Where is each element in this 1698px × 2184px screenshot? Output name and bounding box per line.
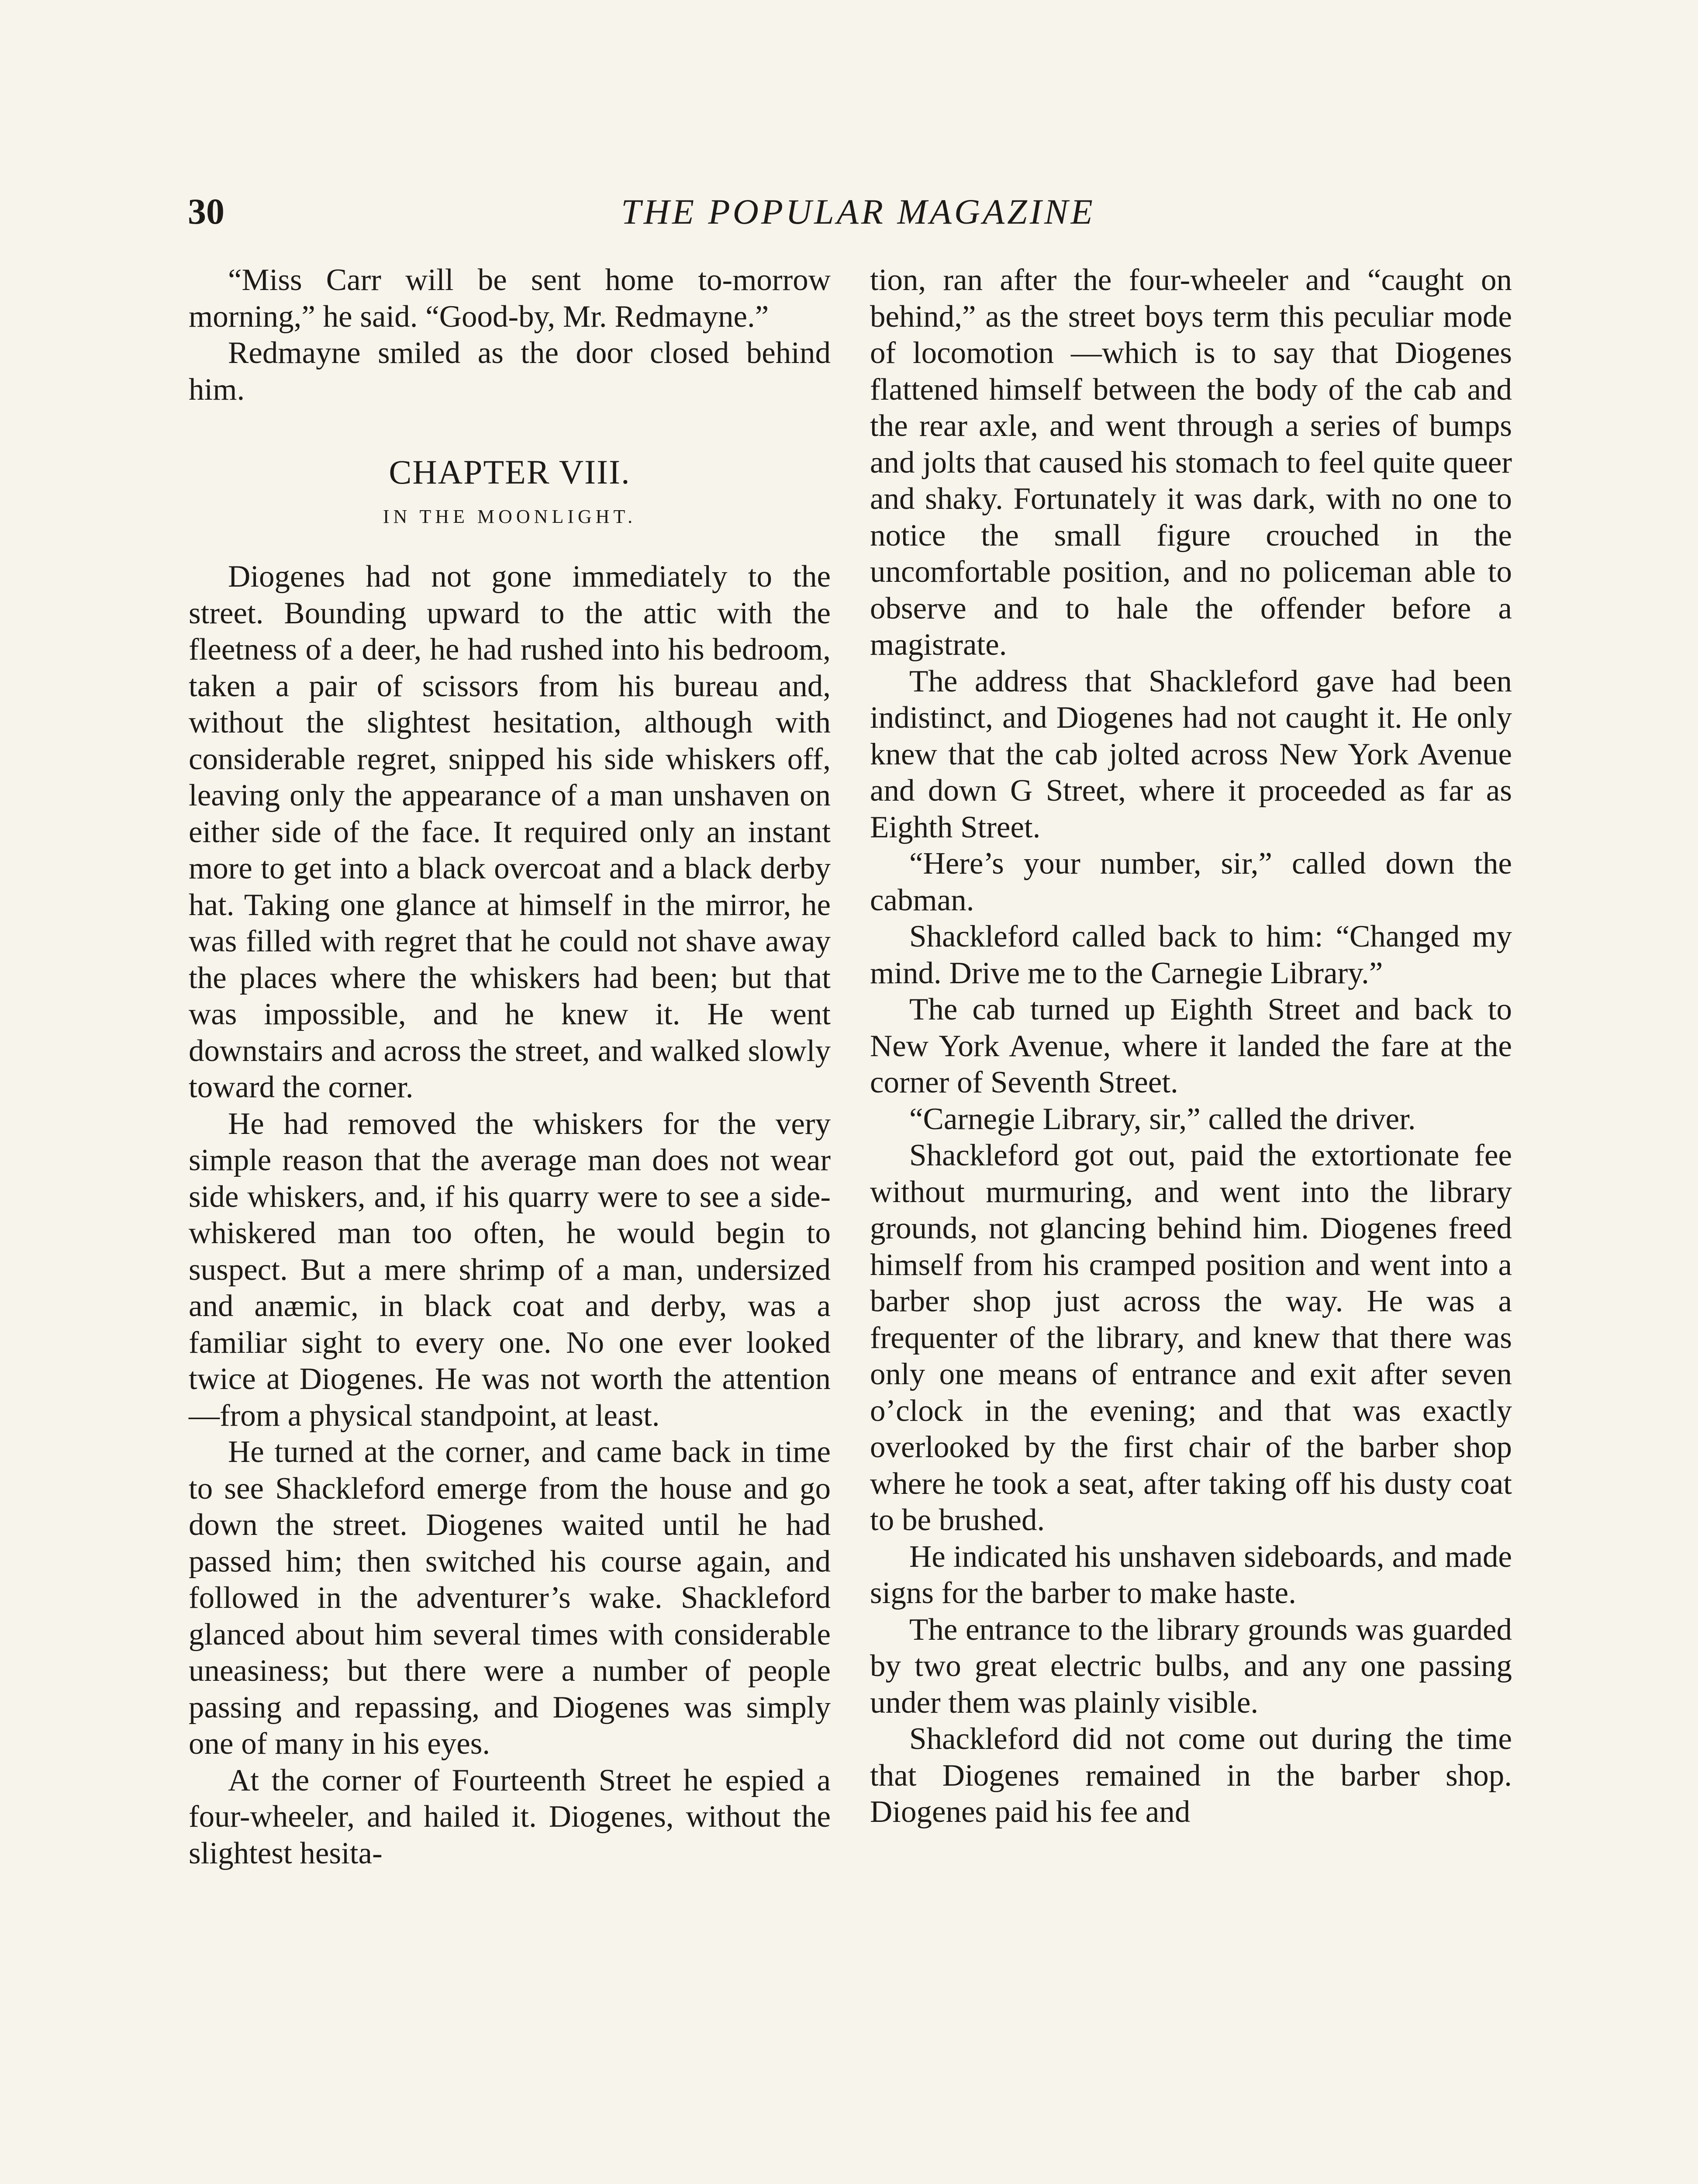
paragraph: “Carnegie Library, sir,” called the driver. [909,1102,1416,1136]
magazine-title: THE POPULAR MAGAZINE [621,192,1095,232]
paragraph: Diogenes had not gone immediately to the street. Bounding upward to the attic with the fleetness of a deer, he had rushed into his bedroom, taken a pair of scissors from his bureau and, without the slightest hesitation, although with considerable regret, snipped his side whiskers off, leaving only the appearance of a man unshaven on either side of the face. It required only an instant more to get into a black overcoat and a black derby hat. Taking one glance at himself in the mirror, he was filled with regret that he could not shave away the places where the whiskers had been; but that was impossible, and he knew it. He went downstairs and across the street, and walked slowly toward the corner. [189,560,831,1104]
paragraph: Shackleford did not come out during the time that Diogenes remained in the barber shop. Diogenes paid his fee and [870,1722,1512,1829]
paragraph: The cab turned up Eighth Street and back to New York Avenue, where it landed the fare at the corner of Seventh Street. [870,992,1512,1099]
paragraph: He turned at the corner, and came back in time to see Shackleford emerge from the house and go down the street. Diogenes waited until he had passed him; then switched his course again, and followed in the adventurer’s wake. Shackleford glanced about him several times with considerable uneasiness; but there were a number of people passing and repassing, and Diogenes was simply one of many in his eyes. [189,1435,831,1761]
paragraph: “Here’s your number, sir,” called down the cabman. [870,847,1512,917]
paragraph: The address that Shackleford gave had been indistinct, and Diogenes had not caught it. He only knew that the cab jolted across New York Avenue and down G Street, where it proceeded as far as Eighth Street. [870,664,1512,844]
paragraph: He had removed the whiskers for the very simple reason that the average man does not wear side whiskers, and, if his quarry were to see a side-whiskered man too often, he would begin to suspect. But a mere shrimp of a man, undersized and anæmic, in black coat and derby, was a familiar sight to every one. No one ever looked twice at Diogenes. He was not worth the attention—from a physical standpoint, at least. [189,1106,831,1433]
paragraph: At the corner of Fourteenth Street he espied a four-wheeler, and hailed it. Diogenes, without the slightest hesita- [189,1763,831,1870]
paragraph: Shackleford called back to him: “Changed my mind. Drive me to the Carnegie Library.” [870,919,1512,990]
paragraph: Redmayne smiled as the door closed behind him. [189,336,831,407]
chapter-subtitle: IN THE MOONLIGHT. [383,505,637,527]
paragraph-continued: tion, ran after the four-wheeler and “caught on behind,” as the street boys term this peculiar mode of locomotion —which is to say that Diogenes flattened himself between the body of the cab and the rear axle, and went through a series of bumps and jolts that caused his stomach to feel quite queer and shaky. Fortunately it was dark, with no one to notice the small figure crouched in the uncomfortable position, and no policeman able to observe and to hale the offender before a magistrate. [870,263,1512,662]
left-column [189,262,831,1872]
paragraph: The entrance to the library grounds was guarded by two great electric bulbs, and any one passing under them was plainly visible. [870,1612,1512,1720]
paragraph: “Miss Carr will be sent home to-morrow morning,” he said. “Good-by, Mr. Redmayne.” [189,263,831,334]
paragraph: He indicated his unshaven sideboards, and made signs for the barber to make haste. [870,1539,1512,1610]
chapter-heading: CHAPTER VIII. [389,453,631,491]
running-head [188,188,1529,236]
right-column [870,262,1512,1831]
page-number: 30 [188,191,224,232]
paragraph: Shackleford got out, paid the extortionate fee without murmuring, and went into the library grounds, not glancing behind him. Diogenes freed himself from his cramped position and went into a barber shop just across the way. He was a frequenter of the library, and knew that there was only one means of entrance and exit after seven o’clock in the evening; and that was exactly overlooked by the first chair of the barber shop where he took a seat, after taking off his dusty coat to be brushed. [870,1138,1512,1537]
